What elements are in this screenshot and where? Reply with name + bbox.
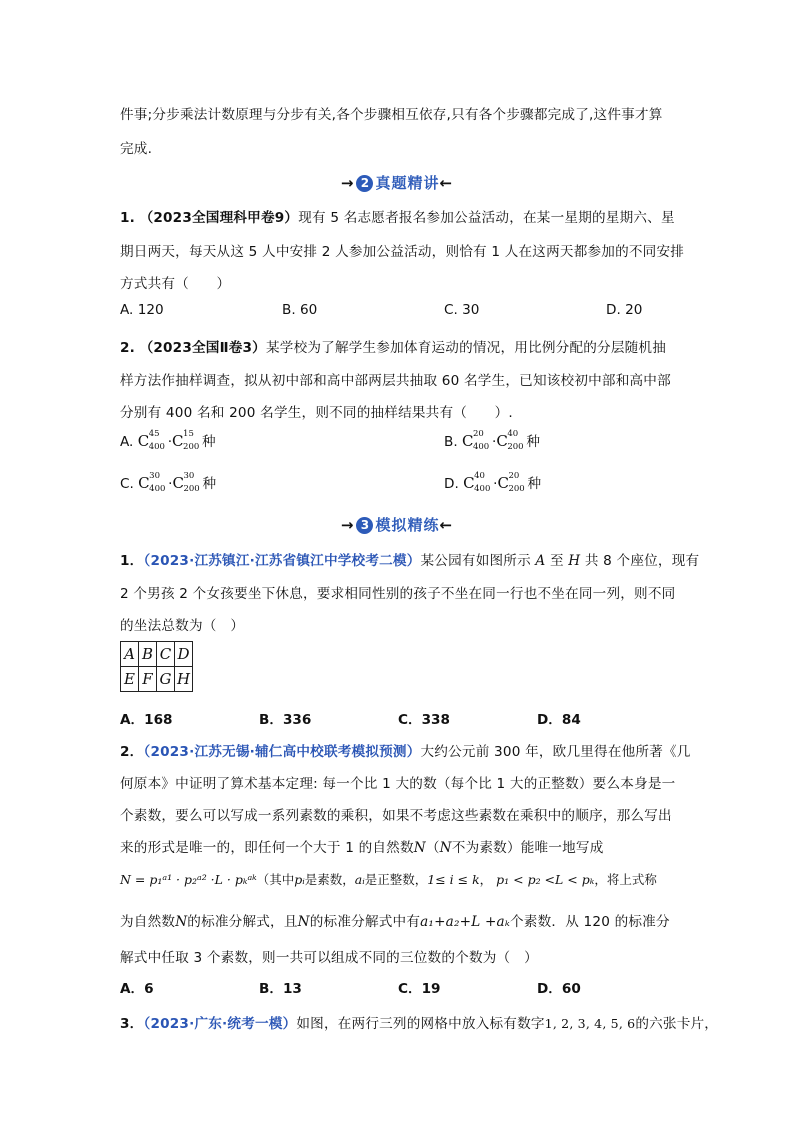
c-symbol: C: [172, 474, 184, 492]
q1-text-1: 现有 5 名志愿者报名参加公益活动，在某一星期的星期六、星: [298, 210, 675, 226]
section-number-badge: 3: [356, 517, 373, 534]
q1-option-a: A. 120: [120, 302, 164, 318]
var-a: A: [535, 553, 546, 569]
exponent-sum: a₁+a₂+L +aₖ: [420, 914, 511, 930]
grid-cell: D: [175, 642, 193, 667]
m2-text: （: [425, 840, 440, 856]
combination-symbol: [496, 430, 526, 452]
m1-text: 共 8 个座位，现有: [580, 553, 700, 569]
comb-sub: 200: [507, 442, 524, 452]
var-ai: aᵢ: [354, 872, 365, 887]
q1-option-d: D. 20: [606, 302, 643, 318]
comb-sup: 20: [472, 429, 484, 439]
section-number-badge: 2: [356, 175, 373, 192]
q1-line-3: 方式共有（ ）: [120, 276, 231, 292]
index-range: 1≤ i ≤ k: [427, 872, 480, 887]
var-n: N: [297, 914, 310, 930]
m1-number: 1．: [120, 553, 144, 569]
grid-cell: A: [121, 642, 139, 667]
m2-text: 不为素数）能唯一地写成: [451, 840, 604, 856]
m2-option-a: A．6: [120, 981, 154, 997]
combination-symbol: [172, 472, 202, 494]
m2-text: 大约公元前 300 年，欧几里得在他所著《几: [420, 744, 691, 760]
comb-sub: 200: [183, 442, 200, 452]
section-title: 真题精讲: [375, 174, 440, 192]
comb-sub: 200: [183, 484, 200, 494]
m1-text: 某公园有如图所示: [420, 553, 536, 569]
card-digits: 1, 2, 3, 4, 5, 6: [544, 1016, 636, 1031]
q2-source: （2023全国Ⅱ卷3）: [139, 340, 266, 356]
m3-source: （2023·广东·统考一模）: [143, 1016, 297, 1032]
m2-text: 是正整数，: [364, 872, 428, 887]
m3-line-1: [120, 1012, 718, 1032]
grid-cell: H: [175, 667, 193, 692]
m3-text: 的六张卡片，: [635, 1016, 719, 1032]
intro-line-2: 完成.: [120, 141, 153, 157]
m2-line-4: [120, 836, 604, 856]
grid-cell: B: [139, 642, 157, 667]
q1-option-b: B. 60: [282, 302, 318, 318]
c-symbol: C: [137, 432, 150, 450]
dot: ·: [491, 434, 497, 450]
m1-line-2: 2 个男孩 2 个女孩要坐下休息，要求相同性别的孩子不坐在同一行也不坐在同一列，则不同: [120, 586, 676, 602]
m2-number: 2．: [120, 744, 144, 760]
unit: 种: [527, 476, 542, 492]
m2-text: 的标准分解式，且: [187, 914, 298, 930]
m1-option-d: D．84: [537, 712, 581, 728]
var-n: N: [413, 840, 426, 856]
unit: 种: [202, 434, 216, 450]
comb-sup: 30: [149, 471, 160, 481]
grid-row: [121, 667, 193, 692]
arrow-left-icon: ←: [439, 516, 454, 534]
c-symbol: C: [461, 432, 474, 450]
m2-text: 的标准分解式中有: [309, 914, 421, 930]
q2-line-1: [120, 336, 666, 356]
grid-row: [121, 642, 193, 667]
var-pi: pᵢ: [294, 872, 305, 887]
prime-order: p₁ < p₂ <L < pₖ: [496, 872, 595, 887]
grid-cell: F: [139, 667, 157, 692]
m2-text: 个素数．从 120 的标准分: [510, 914, 670, 930]
option-label: A.: [120, 434, 134, 450]
var-n: N: [439, 840, 452, 856]
c-symbol: C: [497, 474, 509, 492]
unit: 种: [526, 434, 540, 450]
intro-line-1: 件事;分步乘法计数原理与分步有关,各个步骤相互依存,只有各个步骤都完成了,这件事才算: [120, 107, 663, 123]
section-title: 模拟精练: [375, 516, 440, 534]
q2-line-3: 分别有 400 名和 200 名学生，则不同的抽样结果共有（ ）.: [120, 405, 513, 421]
c-symbol: C: [496, 432, 508, 450]
factorization-formula: N = p₁ᵃ¹ · p₂ᵃ² ·L · pₖᵃᵏ: [120, 872, 257, 887]
m2-text: 来的形式是唯一的，即任何一个大于 1 的自然数: [120, 840, 414, 856]
m2-text: ，将上式称: [594, 872, 657, 887]
q2-option-d: [444, 472, 541, 494]
comb-sup: 40: [507, 429, 519, 439]
arrow-left-icon: ←: [439, 174, 454, 192]
m2-line-6: [120, 910, 670, 930]
arrow-right-icon: →: [340, 174, 355, 192]
q2-number: 2.: [120, 340, 136, 356]
unit: 种: [202, 476, 217, 492]
comb-sub: 400: [148, 442, 165, 452]
option-label: C.: [120, 476, 134, 492]
c-symbol: C: [463, 474, 475, 492]
m1-option-c: C．338: [398, 712, 450, 728]
m3-number: 3．: [120, 1016, 144, 1032]
m2-line-5: N = p₁ᵃ¹ · p₂ᵃ² ·L · pₖᵃᵏ（其中pᵢ是素数，aᵢ是正整数，1≤ i ≤ k， p₁ < p₂ <L < pₖ，将上式称: [120, 872, 657, 887]
m2-source: （2023·江苏无锡·辅仁高中校联考模拟预测）: [143, 744, 421, 760]
option-label: B.: [444, 434, 458, 450]
c-symbol: C: [172, 432, 184, 450]
m3-text: 如图，在两行三列的网格中放入标有数字: [296, 1016, 545, 1032]
comb-sub: 400: [474, 484, 491, 494]
grid-cell: E: [121, 667, 139, 692]
combination-symbol: [172, 430, 202, 452]
m2-text: 为自然数: [120, 914, 176, 930]
comb-sub: 400: [472, 442, 490, 452]
m2-line-1: [120, 740, 691, 760]
m2-option-d: D．60: [537, 981, 581, 997]
m2-text: （其中: [256, 872, 295, 887]
m2-text: 是素数，: [304, 872, 355, 887]
arrow-right-icon: →: [340, 516, 355, 534]
seat-grid: [120, 641, 193, 692]
option-label: D.: [444, 476, 459, 492]
q2-option-c: [120, 472, 216, 494]
q2-option-b: [444, 430, 540, 452]
m2-option-b: B．13: [259, 981, 302, 997]
c-symbol: C: [138, 474, 150, 492]
combination-symbol: [497, 472, 527, 494]
q2-text-1: 某学校为了解学生参加体育运动的情况，用比例分配的分层随机抽: [265, 340, 667, 356]
dot: ·: [493, 476, 498, 492]
var-n: N: [175, 914, 188, 930]
m2-line-7: 解式中任取 3 个素数，则一共可以组成不同的三位数的个数为（ ）: [120, 950, 538, 966]
combination-symbol: [463, 472, 493, 494]
section-header-mock-practice: [0, 514, 794, 535]
q2-option-a: [120, 430, 216, 452]
m1-option-a: A．168: [120, 712, 173, 728]
section-header-real-exams: [0, 172, 794, 193]
q1-line-1: [120, 206, 675, 226]
comb-sup: 15: [183, 429, 194, 439]
m1-option-b: B．336: [259, 712, 312, 728]
combination-symbol: [462, 430, 492, 452]
q2-line-2: 样方法作抽样调查，拟从初中部和高中部两层共抽取 60 名学生，已知该校初中部和高中部: [120, 373, 671, 389]
q1-line-2: 期日两天，每天从这 5 人中安排 2 人参加公益活动，则恰有 1 人在这两天都参加的不同安排: [120, 244, 685, 260]
m1-line-1: [120, 549, 699, 569]
combination-symbol: [138, 472, 168, 494]
q1-option-c: C. 30: [444, 302, 480, 318]
comb-sup: 20: [508, 471, 520, 481]
grid-cell: C: [157, 642, 175, 667]
dot: ·: [167, 434, 173, 450]
grid-cell: G: [157, 667, 175, 692]
comb-sub: 400: [149, 484, 166, 494]
q1-source: （2023全国理科甲卷9）: [139, 210, 299, 226]
m2-line-3: 个素数，要么可以写成一系列素数的乘积，如果不考虑这些素数在乘积中的顺序，那么写出: [120, 808, 672, 824]
dot: ·: [168, 476, 173, 492]
comb-sub: 200: [508, 484, 525, 494]
m1-text: 至: [545, 553, 569, 569]
comb-sup: 40: [474, 471, 485, 481]
combination-symbol: [138, 430, 168, 452]
var-h: H: [568, 553, 581, 569]
comb-sup: 30: [183, 471, 195, 481]
m1-source: （2023·江苏镇江·江苏省镇江中学校考二模）: [143, 553, 421, 569]
comb-sup: 45: [148, 429, 160, 439]
m1-line-3: 的坐法总数为（ ）: [120, 618, 245, 634]
m2-line-2: 何原本》中证明了算术基本定理: 每一个比 1 大的数（每个比 1 大的正整数）要么本身是一: [120, 776, 676, 792]
q1-number: 1.: [120, 210, 136, 226]
m2-option-c: C．19: [398, 981, 441, 997]
